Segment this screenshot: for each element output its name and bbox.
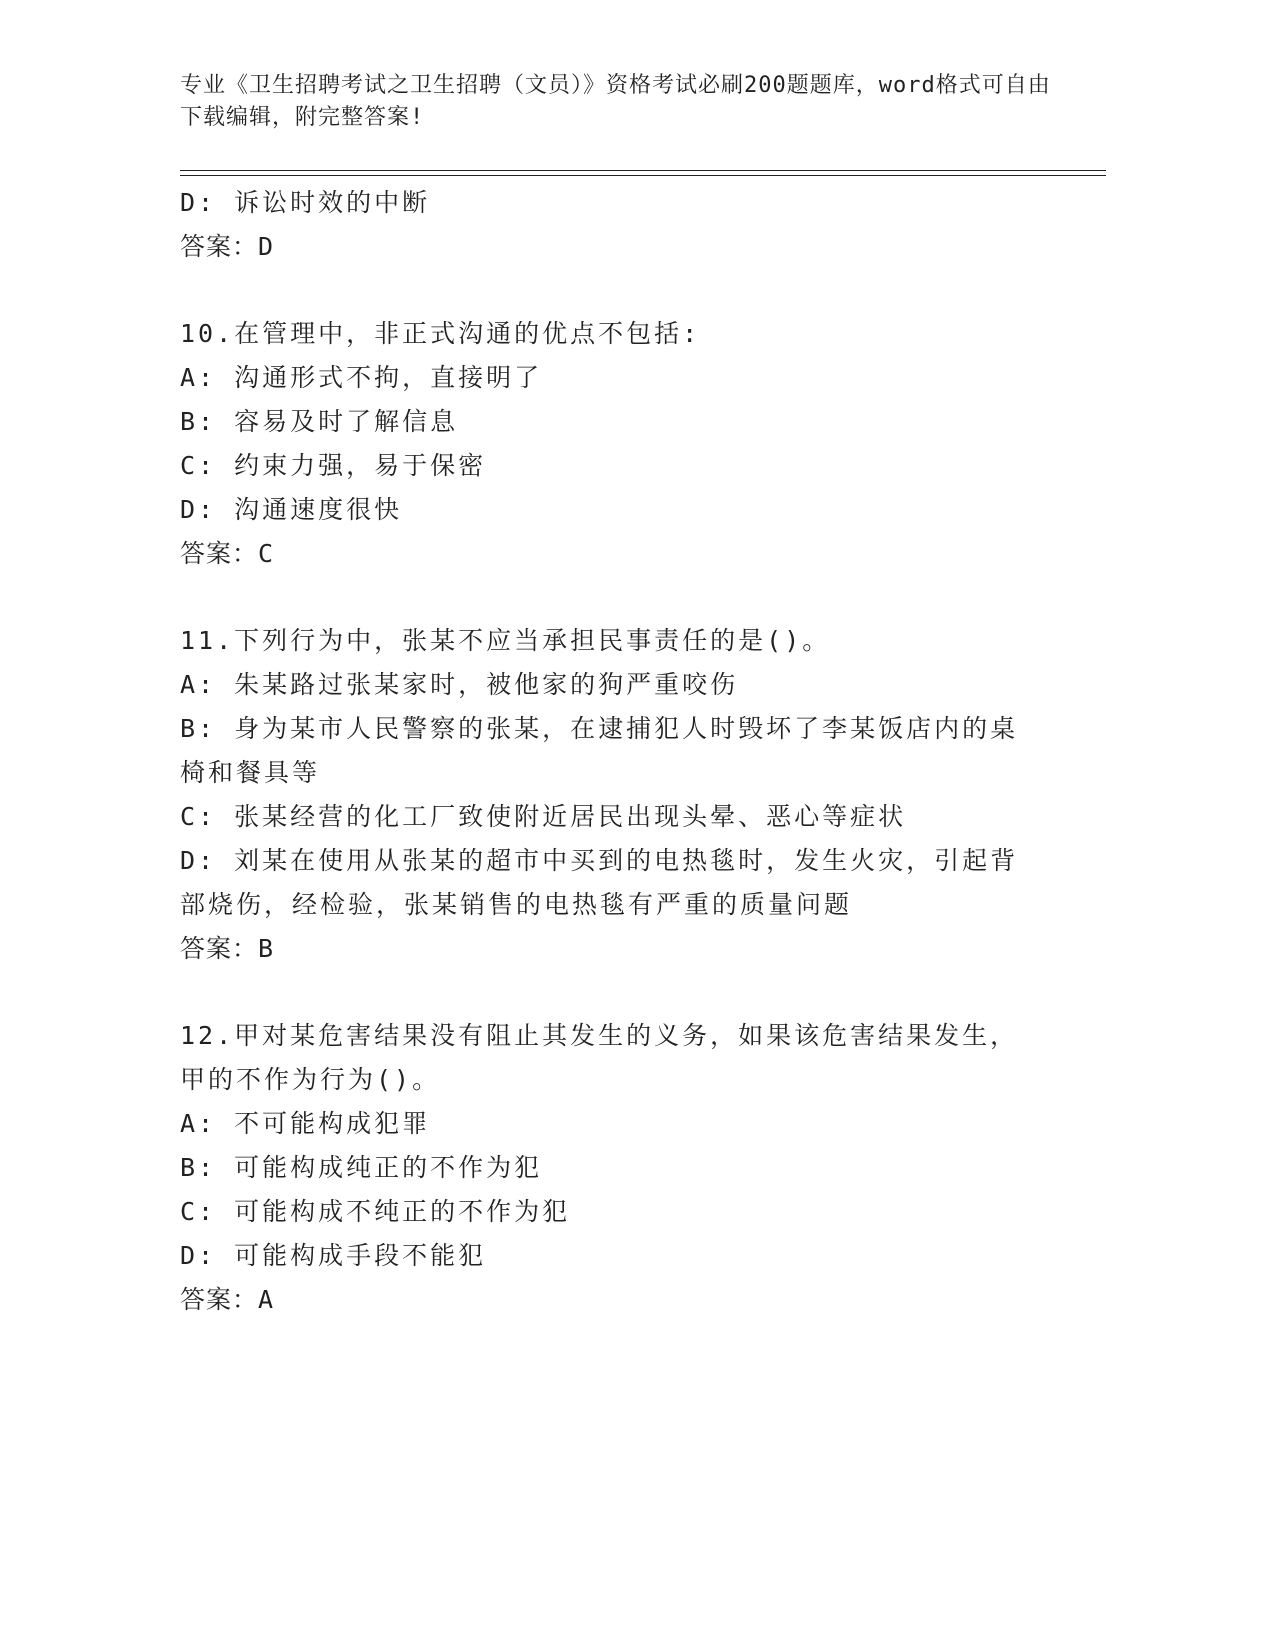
answer-line (180, 532, 1040, 576)
option-d: D: 可能构成手段不能犯 (180, 1241, 487, 1270)
question-stem: 12.甲对某危害结果没有阻止其发生的义务，如果该危害结果发生，甲的不作为行为()。 (180, 1021, 1019, 1094)
answer-value: D (258, 232, 275, 261)
answer-label: 答案： (180, 232, 259, 261)
option-b: B: 容易及时了解信息 (180, 407, 459, 436)
answer-label: 答案： (180, 1285, 259, 1314)
question-10 (180, 312, 1040, 576)
option-a: A: 不可能构成犯罪 (180, 1109, 431, 1138)
answer-value: B (258, 934, 275, 963)
page-header: 专业《卫生招聘考试之卫生招聘（文员）》资格考试必刷200题题库，word格式可自由下载编辑，附完整答案! (180, 73, 1051, 130)
option-c: C: 约束力强，易于保密 (180, 451, 487, 480)
header-divider (180, 170, 1106, 176)
spacer (180, 971, 1040, 1014)
question-stem: 10.在管理中，非正式沟通的优点不包括: (180, 319, 701, 348)
answer-line (180, 927, 1040, 971)
question-12 (180, 1014, 1040, 1322)
option-d: D: 诉讼时效的中断 (180, 188, 431, 217)
answer-line (180, 225, 1040, 269)
question-list (180, 181, 1040, 1322)
spacer (180, 576, 1040, 619)
option-d: D: 沟通速度很快 (180, 495, 403, 524)
option-b: B: 可能构成纯正的不作为犯 (180, 1153, 543, 1182)
option-a: A: 沟通形式不拘，直接明了 (180, 363, 543, 392)
question-11 (180, 619, 1040, 971)
option-b: B: 身为某市人民警察的张某，在逮捕犯人时毁坏了李某饭店内的桌椅和餐具等 (180, 714, 1019, 787)
answer-value: C (258, 539, 275, 568)
option-c: C: 可能构成不纯正的不作为犯 (180, 1197, 571, 1226)
answer-label: 答案： (180, 539, 259, 568)
answer-label: 答案： (180, 934, 259, 963)
question-stem: 11.下列行为中，张某不应当承担民事责任的是()。 (180, 626, 831, 655)
answer-line (180, 1278, 1040, 1322)
option-d: D: 刘某在使用从张某的超市中买到的电热毯时，发生火灾，引起背部烧伤，经检验，张某销售的电热毯有严重的质量问题 (180, 846, 1019, 919)
option-c: C: 张某经营的化工厂致使附近居民出现头晕、恶心等症状 (180, 802, 907, 831)
previous-question-fragment (180, 181, 1040, 269)
answer-value: A (258, 1285, 275, 1314)
option-a: A: 朱某路过张某家时，被他家的狗严重咬伤 (180, 670, 739, 699)
spacer (180, 269, 1040, 312)
